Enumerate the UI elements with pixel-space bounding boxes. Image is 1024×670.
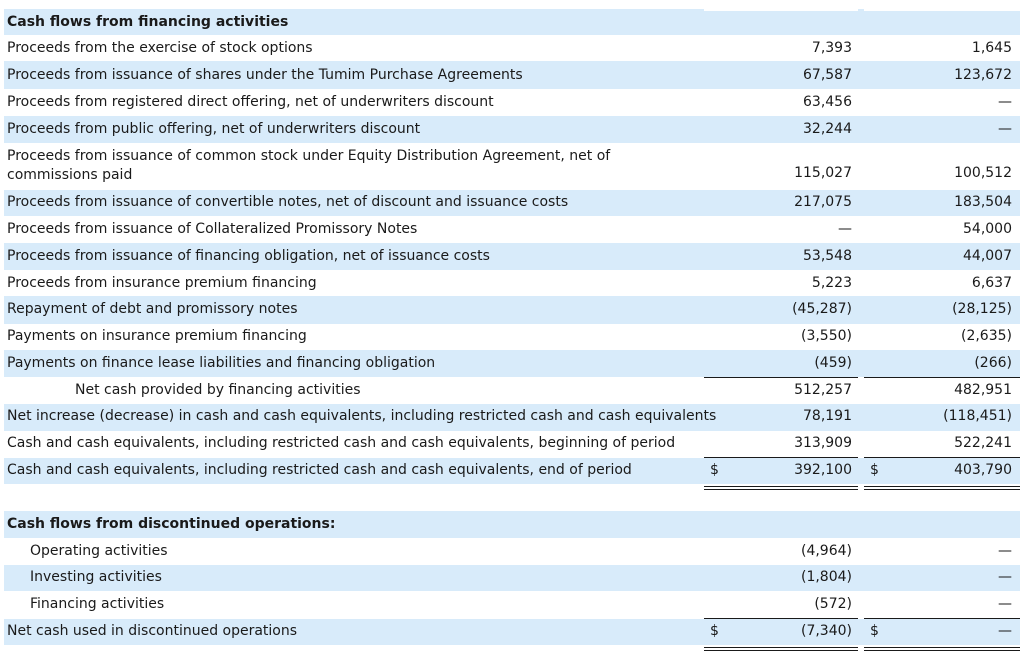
row-label: Proceeds from the exercise of stock options	[7, 40, 313, 56]
value-2023: 115,027	[794, 165, 852, 181]
total-double-rule	[704, 650, 858, 651]
total-double-rule	[704, 486, 858, 487]
value-2023: 32,244	[803, 121, 852, 137]
row-label: Net increase (decrease) in cash and cash equivalents, including restricted cash and cash equivalents	[7, 408, 717, 424]
net-increase-row	[4, 404, 1020, 431]
table-row	[4, 270, 1020, 296]
table-row	[4, 565, 1020, 591]
value-2023: (3,550)	[800, 328, 852, 344]
table-row	[4, 89, 1020, 116]
value-2022: —	[998, 94, 1012, 110]
row-label: Net cash used in discontinued operations	[7, 623, 298, 639]
value-2022: —	[998, 623, 1012, 639]
row-label: Net cash provided by financing activities	[75, 382, 361, 398]
value-2022: —	[998, 121, 1012, 137]
row-label: Operating activities	[30, 543, 168, 559]
value-2023: 313,909	[794, 435, 852, 451]
value-2023: (1,804)	[800, 569, 852, 585]
net-discontinued-row	[4, 619, 1020, 645]
value-2023: —	[838, 221, 852, 237]
value-2022: 6,637	[971, 275, 1012, 291]
row-label: Cash and cash equivalents, including restricted cash and cash equivalents, end of period	[7, 462, 632, 478]
value-2022: 100,512	[954, 165, 1012, 181]
table-row	[4, 61, 1020, 89]
value-2022: 1,645	[971, 40, 1012, 56]
value-2023: (45,287)	[792, 301, 852, 317]
table-row	[4, 216, 1020, 243]
value-2023: 7,393	[811, 40, 852, 56]
total-double-rule	[704, 647, 858, 648]
row-label: Investing activities	[30, 569, 162, 585]
value-2023: 53,548	[803, 248, 852, 264]
value-2023: (4,964)	[800, 543, 852, 559]
currency-symbol: $	[710, 462, 719, 478]
discontinued-section-title: Cash flows from discontinued operations:	[7, 516, 336, 532]
table-row	[4, 350, 1020, 377]
value-2023: 78,191	[803, 408, 852, 424]
value-2022: 403,790	[954, 462, 1012, 478]
column-rule	[864, 9, 1020, 11]
financing-section-title: Cash flows from financing activities	[7, 14, 289, 30]
ending-cash-row	[4, 458, 1020, 484]
total-double-rule	[704, 489, 858, 490]
row-label: Proceeds from issuance of Collateralized Promissory Notes	[7, 221, 418, 237]
row-label: Proceeds from issuance of financing obligation, net of issuance costs	[7, 248, 490, 264]
value-2022: 522,241	[954, 435, 1012, 451]
table-row	[4, 538, 1020, 565]
value-2023: 5,223	[811, 275, 852, 291]
value-2022: —	[998, 569, 1012, 585]
row-label: Payments on insurance premium financing	[7, 328, 307, 344]
table-row	[4, 35, 1020, 61]
value-2022: (118,451)	[943, 408, 1012, 424]
value-2022: —	[998, 596, 1012, 612]
row-label: Payments on finance lease liabilities and financing obligation	[7, 355, 436, 371]
row-label: Proceeds from public offering, net of underwriters discount	[7, 121, 421, 137]
table-row	[4, 591, 1020, 618]
table-row	[4, 324, 1020, 350]
row-label: Financing activities	[30, 596, 165, 612]
beginning-cash-row	[4, 431, 1020, 457]
value-2023: 512,257	[794, 382, 852, 398]
value-2023: (7,340)	[800, 623, 852, 639]
value-2022: 123,672	[954, 67, 1012, 83]
table-row	[4, 190, 1020, 216]
value-2022: 54,000	[963, 221, 1012, 237]
discontinued-header-row	[4, 511, 1020, 538]
value-2022: 183,504	[954, 194, 1012, 210]
value-2023: 67,587	[803, 67, 852, 83]
total-double-rule	[864, 489, 1020, 490]
table-row	[4, 243, 1020, 270]
financing-header-row	[4, 9, 1020, 35]
column-rule	[704, 9, 858, 11]
value-2023: (459)	[814, 355, 852, 371]
value-2023: (572)	[814, 596, 852, 612]
row-label: Cash and cash equivalents, including restricted cash and cash equivalents, beginning of period	[7, 435, 676, 451]
total-double-rule	[864, 650, 1020, 651]
row-label: Proceeds from insurance premium financing	[7, 275, 317, 291]
currency-symbol: $	[870, 623, 879, 639]
value-2022: (2,635)	[960, 328, 1012, 344]
currency-symbol: $	[710, 623, 719, 639]
value-2022: 44,007	[963, 248, 1012, 264]
currency-symbol: $	[870, 462, 879, 478]
value-2022: (28,125)	[952, 301, 1012, 317]
row-label: Proceeds from issuance of convertible notes, net of discount and issuance costs	[7, 194, 569, 210]
row-label: Proceeds from registered direct offering, net of underwriters discount	[7, 94, 494, 110]
row-label: Proceeds from issuance of common stock under Equity Distribution Agreement, net of commissions paid	[7, 148, 611, 183]
value-2022: 482,951	[954, 382, 1012, 398]
value-2022: (266)	[974, 355, 1012, 371]
row-label: Proceeds from issuance of shares under the Tumim Purchase Agreements	[7, 67, 523, 83]
total-double-rule	[864, 647, 1020, 648]
table-row	[4, 116, 1020, 143]
value-2023: 217,075	[794, 194, 852, 210]
table-row	[4, 296, 1020, 324]
net-financing-row	[4, 378, 1020, 404]
table-row	[4, 143, 1020, 190]
value-2023: 392,100	[794, 462, 852, 478]
row-label: Repayment of debt and promissory notes	[7, 301, 298, 317]
total-double-rule	[864, 486, 1020, 487]
value-2023: 63,456	[803, 94, 852, 110]
value-2022: —	[998, 543, 1012, 559]
